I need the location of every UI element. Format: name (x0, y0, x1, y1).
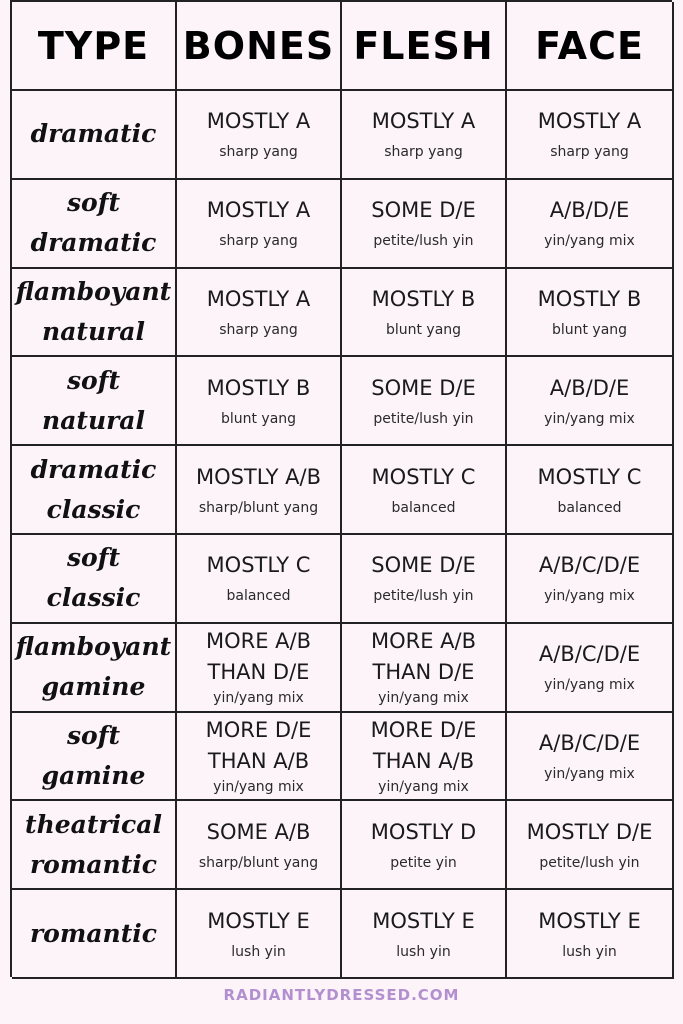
bones-cell (177, 91, 342, 180)
face-value: MOSTLY C (537, 464, 642, 489)
face-cell (507, 624, 674, 713)
face-descriptor: sharp yang (550, 144, 629, 161)
face-descriptor: yin/yang mix (544, 677, 635, 694)
header-flesh: FLESH (342, 2, 507, 91)
bones-descriptor: sharp yang (219, 144, 298, 161)
face-descriptor: yin/yang mix (544, 233, 635, 250)
face-value: A/B/C/D/E (538, 553, 641, 578)
face-cell (507, 713, 674, 802)
flesh-value-line: THAN A/B (372, 748, 475, 773)
type-name-line: gamine (41, 672, 146, 702)
flesh-cell (342, 91, 507, 180)
type-name-line: gamine (41, 760, 146, 790)
bones-value-line: MORE A/B (205, 629, 312, 654)
type-cell (12, 801, 177, 890)
type-name-line: flamboyant (15, 632, 172, 662)
flesh-descriptor: sharp yang (384, 144, 463, 161)
flesh-descriptor: yin/yang mix (378, 778, 469, 795)
type-name-line: classic (46, 494, 141, 524)
flesh-value: MOSTLY E (372, 908, 475, 933)
flesh-value-line: MORE A/B (370, 629, 477, 654)
type-name-line: dramatic (30, 228, 157, 258)
face-value: A/B/D/E (549, 375, 630, 400)
bones-value-line: MORE D/E (205, 717, 312, 742)
flesh-value-line: MORE D/E (370, 717, 477, 742)
bones-value: MOSTLY A/B (195, 464, 322, 489)
flesh-descriptor: blunt yang (385, 321, 462, 338)
face-value: MOSTLY D/E (526, 819, 653, 844)
bones-cell (177, 890, 342, 979)
face-cell (507, 535, 674, 624)
face-value: MOSTLY A (537, 109, 642, 134)
face-cell (507, 269, 674, 358)
flesh-descriptor: petite/lush yin (373, 410, 474, 427)
flesh-value: MOSTLY B (371, 286, 476, 311)
flesh-cell (342, 713, 507, 802)
face-descriptor: yin/yang mix (544, 588, 635, 605)
type-name-line: soft (66, 720, 121, 750)
flesh-value: SOME D/E (371, 198, 476, 223)
flesh-cell (342, 446, 507, 535)
bones-cell (177, 624, 342, 713)
flesh-cell (342, 535, 507, 624)
bones-descriptor: sharp/blunt yang (198, 499, 319, 516)
bones-cell (177, 446, 342, 535)
bones-value: SOME A/B (206, 819, 311, 844)
flesh-descriptor: petite/lush yin (373, 233, 474, 250)
flesh-cell (342, 269, 507, 358)
type-cell (12, 890, 177, 979)
type-cell (12, 269, 177, 358)
bones-cell (177, 535, 342, 624)
type-name-line: romantic (30, 918, 157, 948)
bones-descriptor: lush yin (231, 943, 286, 960)
type-cell (12, 91, 177, 180)
face-value: A/B/C/D/E (538, 730, 641, 755)
face-value: MOSTLY B (537, 286, 642, 311)
face-cell (507, 357, 674, 446)
face-value: A/B/D/E (549, 198, 630, 223)
header-face: FACE (507, 2, 674, 91)
flesh-value: MOSTLY D (370, 819, 477, 844)
face-cell (507, 180, 674, 269)
type-name-line: romantic (30, 849, 157, 879)
face-cell (507, 890, 674, 979)
type-cell (12, 535, 177, 624)
bones-descriptor: blunt yang (220, 410, 297, 427)
type-name-line: theatrical (25, 809, 162, 839)
type-cell (12, 446, 177, 535)
face-descriptor: blunt yang (551, 321, 628, 338)
bones-value: MOSTLY E (207, 908, 310, 933)
bones-value: MOSTLY A (206, 109, 311, 134)
header-type: TYPE (12, 2, 177, 91)
face-descriptor: yin/yang mix (544, 410, 635, 427)
flesh-descriptor: balanced (391, 499, 456, 516)
face-cell (507, 446, 674, 535)
flesh-value: MOSTLY A (371, 109, 476, 134)
face-cell (507, 801, 674, 890)
type-name-line: natural (42, 316, 145, 346)
flesh-value: MOSTLY C (371, 464, 476, 489)
face-descriptor: yin/yang mix (544, 765, 635, 782)
flesh-cell (342, 801, 507, 890)
flesh-descriptor: petite yin (390, 854, 457, 871)
bones-descriptor: balanced (226, 588, 291, 605)
flesh-value-line: THAN D/E (372, 660, 475, 685)
bones-value: MOSTLY C (206, 553, 311, 578)
bones-cell (177, 180, 342, 269)
flesh-cell (342, 624, 507, 713)
bones-value: MOSTLY A (206, 198, 311, 223)
type-name-line: natural (42, 405, 145, 435)
flesh-descriptor: petite/lush yin (373, 588, 474, 605)
type-name-line: flamboyant (15, 276, 172, 306)
bones-cell (177, 269, 342, 358)
flesh-cell (342, 890, 507, 979)
face-descriptor: petite/lush yin (539, 854, 640, 871)
face-descriptor: balanced (557, 499, 622, 516)
bones-value-line: THAN A/B (207, 748, 310, 773)
flesh-descriptor: yin/yang mix (378, 690, 469, 707)
footer-website: RADIANTLYDRESSED.COM (223, 986, 460, 1004)
bones-cell (177, 801, 342, 890)
bones-value: MOSTLY A (206, 286, 311, 311)
bones-descriptor: sharp/blunt yang (198, 854, 319, 871)
type-name-line: classic (46, 583, 141, 613)
flesh-value: SOME D/E (371, 553, 476, 578)
bones-descriptor: yin/yang mix (213, 690, 304, 707)
type-cell (12, 357, 177, 446)
type-name-line: soft (66, 543, 121, 573)
bones-descriptor: sharp yang (219, 233, 298, 250)
bones-cell (177, 713, 342, 802)
face-value: A/B/C/D/E (538, 642, 641, 667)
face-value: MOSTLY E (538, 908, 641, 933)
face-cell (507, 91, 674, 180)
type-name-line: soft (66, 365, 121, 395)
flesh-cell (342, 357, 507, 446)
flesh-value: SOME D/E (371, 375, 476, 400)
body-type-table (10, 0, 672, 977)
face-descriptor: lush yin (562, 943, 617, 960)
type-name-line: dramatic (30, 454, 157, 484)
type-name-line: dramatic (30, 119, 157, 149)
header-bones: BONES (177, 2, 342, 91)
type-name-line: soft (66, 188, 121, 218)
flesh-cell (342, 180, 507, 269)
bones-descriptor: yin/yang mix (213, 778, 304, 795)
flesh-descriptor: lush yin (396, 943, 451, 960)
type-cell (12, 624, 177, 713)
bones-value: MOSTLY B (206, 375, 311, 400)
bones-cell (177, 357, 342, 446)
type-cell (12, 180, 177, 269)
bones-descriptor: sharp yang (219, 321, 298, 338)
type-cell (12, 713, 177, 802)
bones-value-line: THAN D/E (207, 660, 310, 685)
